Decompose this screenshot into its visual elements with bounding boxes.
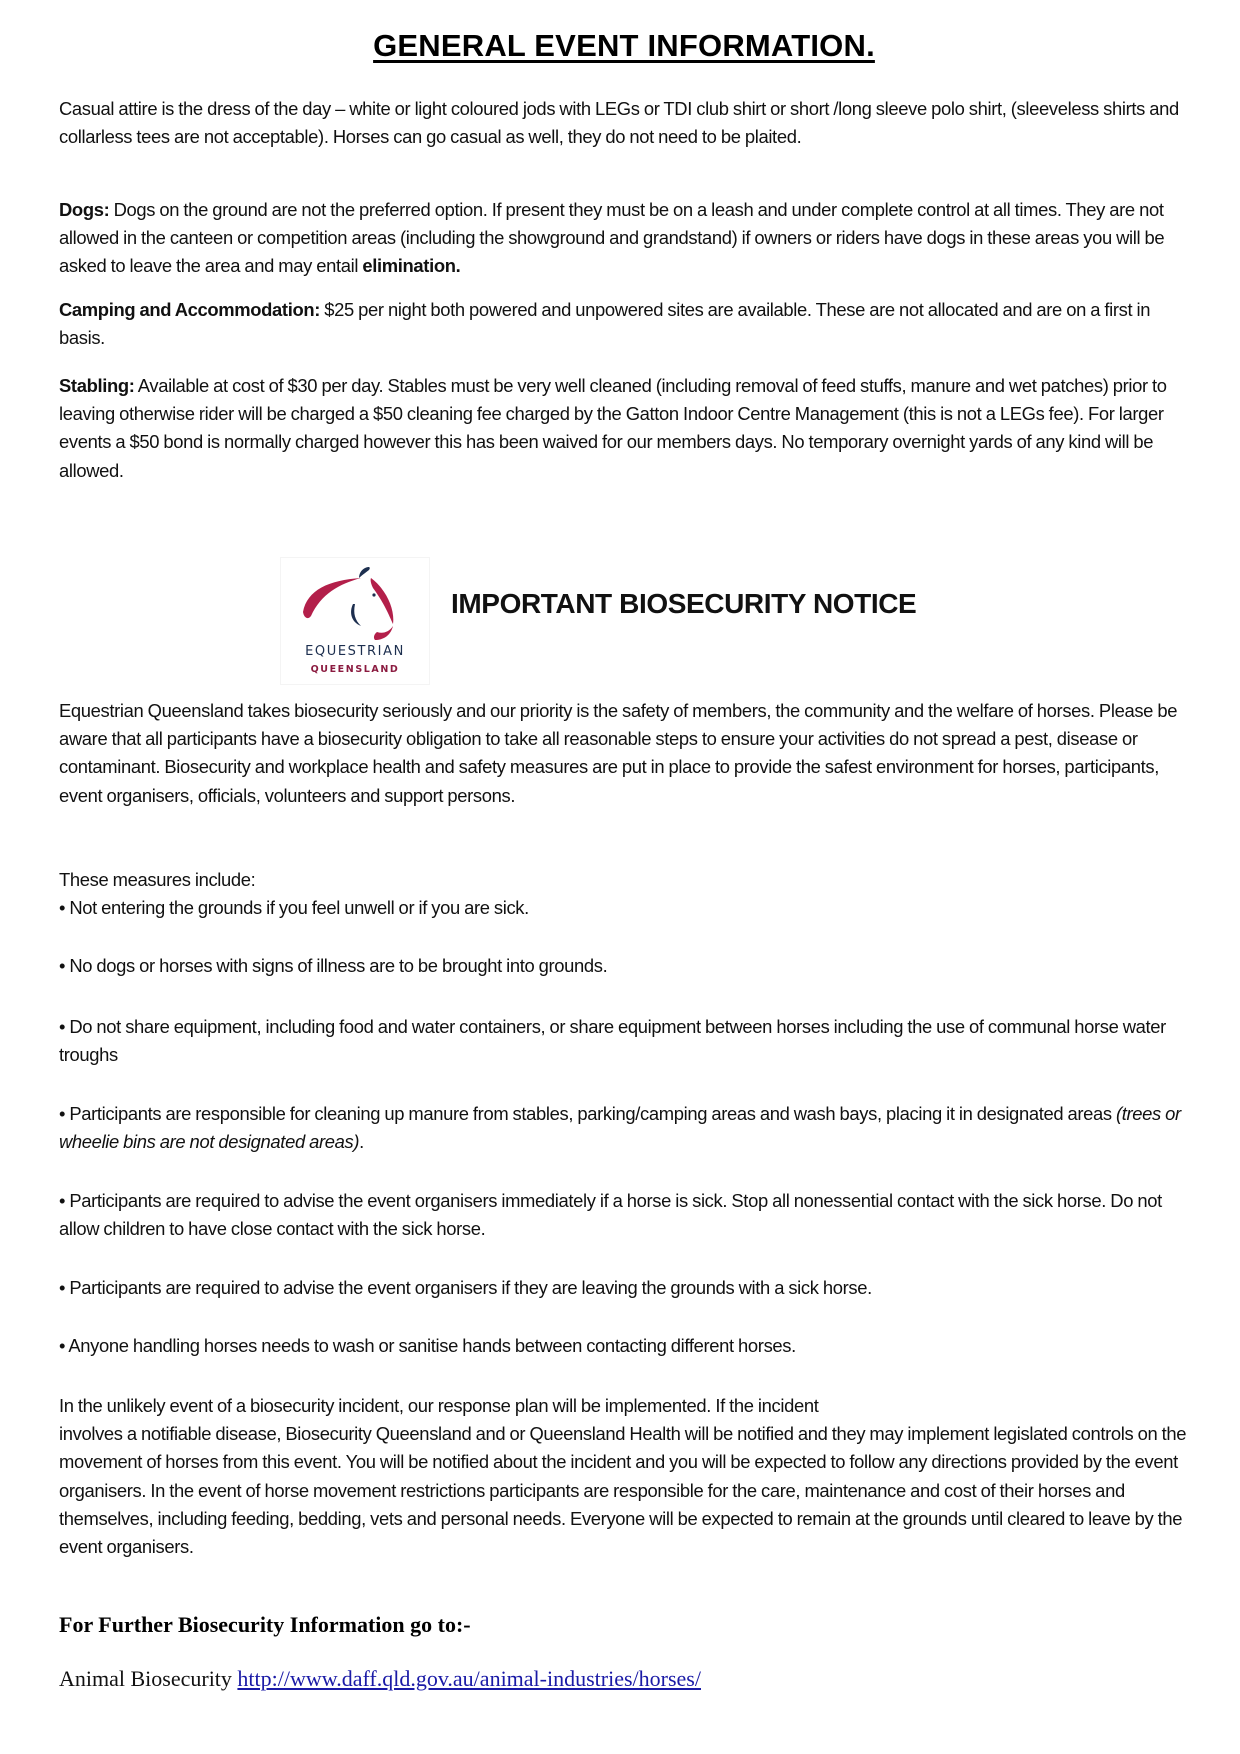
- measure-item-7: • Anyone handling horses needs to wash or sanitise hands between contacting different horses.: [59, 1335, 796, 1356]
- further-info-heading: For Further Biosecurity Information go to:-: [59, 1612, 471, 1637]
- dogs-elimination: elimination.: [362, 255, 461, 277]
- attire-paragraph: Casual attire is the dress of the day – white or light coloured jods with LEGs or TDI club shirt or short /long sleeve polo shirt, (sleeveless shirts and collarless tees are not acceptable). Horses can go casual as well, they do not need to be plaited.: [59, 98, 1179, 148]
- equestrian-queensland-logo: [281, 558, 429, 684]
- stabling-text: Available at cost of $30 per day. Stables must be very well cleaned (including removal of feed stuffs, manure and wet patches) prior to leaving otherwise rider will be charged a $50 cleaning fee charged by the Gatton Indoor Centre Management (this is not a LEGs fee). For larger events a $50 bond is normally charged however this has been waived for our members days. No temporary overnight yards of any kind will be allowed.: [59, 375, 1167, 481]
- logo-text-queensland: QUEENSLAND: [310, 664, 400, 675]
- incident-rest: involves a notifiable disease, Biosecurity Queensland and or Queensland Health will be notified and they may implement legislated controls on the movement of horses from this event. You will be notified about the incident and you will be expected to follow any directions provided by the event organisers. In the event of horse movement restrictions participants are responsible for the care, maintenance and cost of their horses and themselves, including feeding, bedding, vets and personal needs. Everyone will be expected to remain at the grounds until cleared to leave by the event organisers.: [59, 1423, 1187, 1558]
- stabling-paragraph: [59, 372, 1189, 485]
- dogs-label: Dogs:: [59, 199, 110, 220]
- camping-label: Camping and Accommodation:: [59, 299, 321, 320]
- page-title: [59, 28, 1189, 64]
- measure-item-1: • Not entering the grounds if you feel unwell or if you are sick.: [59, 897, 529, 918]
- stabling-label: Stabling:: [59, 375, 135, 396]
- measures-heading: These measures include:: [59, 869, 256, 890]
- camping-paragraph: [59, 296, 1189, 352]
- measure-item-5: • Participants are required to advise the event organisers immediately if a horse is sick. Stop all nonessential contact with the sick horse. Do not allow children to have close contact with the sick horse.: [59, 1190, 1162, 1240]
- incident-line-1: In the unlikely event of a biosecurity incident, our response plan will be implemented. If the incident: [59, 1395, 819, 1416]
- measure-item-2: • No dogs or horses with signs of illness are to be brought into grounds.: [59, 955, 608, 976]
- measure-item-4-text: • Participants are responsible for cleaning up manure from stables, parking/camping areas and wash bays, placing it in designated areas: [59, 1103, 1116, 1124]
- incident-paragraph: [59, 1392, 1189, 1561]
- biosecurity-notice-heading: IMPORTANT BIOSECURITY NOTICE: [451, 588, 917, 619]
- camping-text: $25 per night both powered and unpowered sites are available. These are not allocated and are on a first in basis.: [59, 299, 1151, 349]
- animal-biosecurity-link[interactable]: http://www.daff.qld.gov.au/animal-industries/horses/: [237, 1666, 701, 1691]
- logo-text-equestrian: EQUESTRIAN: [305, 644, 405, 659]
- measure-item-4-end: .: [359, 1131, 364, 1153]
- biosecurity-intro-paragraph: Equestrian Queensland takes biosecurity seriously and our priority is the safety of members, the community and the welfare of horses. Please be aware that all participants have a biosecurity obligation to take all reasonable steps to ensure your activities do not spread a pest, disease or contaminant. Biosecurity and workplace health and safety measures are put in place to provide the safest environment for horses, participants, event organisers, officials, volunteers and support persons.: [59, 700, 1178, 806]
- horse-head-logo-icon: [299, 564, 411, 646]
- dogs-paragraph: [59, 196, 1189, 281]
- measure-item-6: • Participants are required to advise the event organisers if they are leaving the grounds with a sick horse.: [59, 1277, 872, 1298]
- page-title-text: GENERAL EVENT INFORMATION.: [373, 28, 875, 63]
- animal-biosecurity-line: [59, 1666, 701, 1692]
- animal-biosecurity-label: Animal Biosecurity: [59, 1666, 238, 1691]
- measure-item-4: [59, 1100, 1189, 1156]
- measure-item-4-italic: (trees or wheelie bins are not designated areas): [59, 1103, 1181, 1153]
- biosecurity-notice-banner: [281, 558, 1041, 684]
- dogs-text: Dogs on the ground are not the preferred option. If present they must be on a leash and under complete control at all times. They are not allowed in the canteen or competition areas (including the showground and grandstand) if owners or riders have dogs in these areas you will be asked to leave the area and may entail: [59, 199, 1165, 277]
- measure-item-3: • Do not share equipment, including food and water containers, or share equipment between horses including the use of communal horse water troughs: [59, 1016, 1166, 1066]
